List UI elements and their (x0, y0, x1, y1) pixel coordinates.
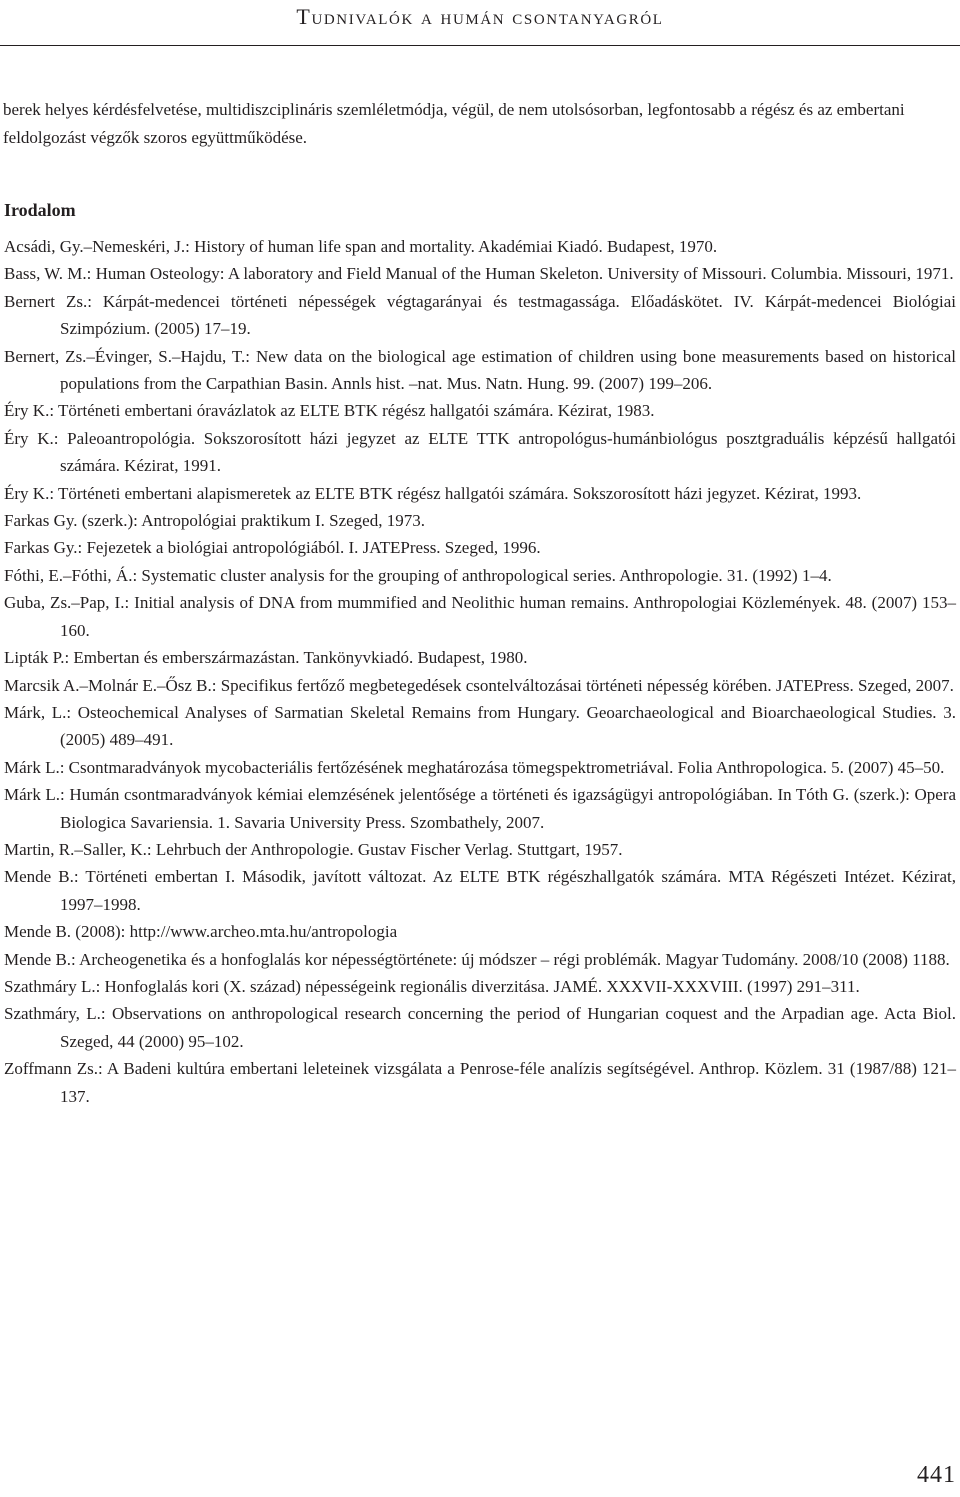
reference-entry: Martin, R.–Saller, K.: Lehrbuch der Anthropologie. Gustav Fischer Verlag. Stuttgart, 1957. (4, 839, 623, 859)
reference-entry: Bass, W. M.: Human Osteology: A laboratory and Field Manual of the Human Skeleton. University of Missouri. Columbia. Missouri, 1971. (4, 264, 954, 284)
header-rule (0, 45, 960, 46)
references-heading: Irodalom (4, 200, 76, 220)
reference-entry: Mende B. (2008): http://www.archeo.mta.hu/antropologia (4, 922, 398, 942)
reference-entry: Márk, L.: Osteochemical Analyses of Sarmatian Skeletal Remains from Hungary. Geoarchaeological and Bioarchaeological Studies. 3. (2005) 489–491. (4, 702, 956, 750)
reference-entry: Éry K.: Paleoantropológia. Sokszorosított házi jegyzet az ELTE TTK antropológus-humánbiológus posztgraduális képzésű hallgatói számára. Kézirat, 1991. (4, 428, 956, 476)
intro-paragraph: berek helyes kérdésfelvetése, multidiszciplináris szemléletmódja, végül, de nem utolsósorban, legfontosabb a régész és az embertani feldolgozást végzők szoros együttműködése. (3, 100, 905, 147)
reference-entry: Szathmáry L.: Honfoglalás kori (X. század) népességeink regionális diverzitása. JAMÉ. XXXVII-XXXVIII. (1997) 291–311. (4, 976, 860, 996)
reference-entry: Acsádi, Gy.–Nemeskéri, J.: History of human life span and mortality. Akadémiai Kiadó. Budapest, 1970. (4, 237, 718, 256)
reference-entry: Guba, Zs.–Pap, I.: Initial analysis of DNA from mummified and Neolithic human remains. Anthropologiai Közlemények. 48. (2007) 153–160. (4, 593, 956, 640)
reference-entry: Márk L.: Csontmaradványok mycobacteriális fertőzésének meghatározása tömegspektrometriával. Folia Anthropologica. 5. (2007) 45–50. (4, 757, 945, 777)
page-number: 441 (917, 1462, 956, 1488)
reference-entry: Bernert, Zs.–Évinger, S.–Hajdu, T.: New data on the biological age estimation of children using bone measurements based on historical populations from the Carpathian Basin. Annls hist. –nat. Mus. Natn. Hung. 99. (2007) 199–206. (4, 346, 956, 394)
reference-entry: Szathmáry, L.: Observations on anthropological research concerning the period of Hungarian coquest and the Arpadian age. Acta Biol. Szeged, 44 (2000) 95–102. (4, 1004, 956, 1051)
reference-entry: Mende B.: Archeogenetika és a honfoglalás kor népességtörténete: új módszer – régi problémák. Magyar Tudomány. 2008/10 (2008) 1188. (4, 949, 950, 969)
reference-list (4, 233, 956, 1110)
reference-entry: Farkas Gy. (szerk.): Antropológiai praktikum I. Szeged, 1973. (4, 511, 425, 531)
reference-entry: Farkas Gy.: Fejezetek a biológiai antropológiából. I. JATEPress. Szeged, 1996. (4, 538, 541, 558)
running-head: Tudnivalók a humán csontanyagról (296, 4, 664, 29)
reference-entry: Zoffmann Zs.: A Badeni kultúra embertani leleteinek vizsgálata a Penrose-féle analízis segítségével. Anthrop. Közlem. 31 (1987/88) 121–137. (4, 1059, 956, 1106)
reference-entry: Fóthi, E.–Fóthi, Á.: Systematic cluster analysis for the grouping of anthropological series. Anthropologie. 31. (1992) 1–4. (4, 565, 832, 585)
reference-entry: Marcsik A.–Molnár E.–Ősz B.: Specifikus fertőző megbetegedések csontelváltozásai történeti népesség körében. JATEPress. Szeged, 2007. (4, 675, 954, 695)
reference-entry: Bernert Zs.: Kárpát-medencei történeti népességek végtagarányai és testmagassága. Előadáskötet. IV. Kárpát-medencei Biológiai Szimpózium. (2005) 17–19. (4, 291, 956, 339)
reference-entry: Márk L.: Humán csontmaradványok kémiai elemzésének jelentősége a történeti és igazságügyi antropológiában. In Tóth G. (szerk.): Opera Biologica Savariensia. 1. Savaria University Press. Szombathely, 2007. (4, 785, 956, 832)
reference-entry: Lipták P.: Embertan és emberszármazástan. Tankönyvkiadó. Budapest, 1980. (4, 648, 528, 668)
reference-entry: Éry K.: Történeti embertani óravázlatok az ELTE BTK régész hallgatói számára. Kézirat, 1983. (4, 401, 655, 421)
reference-entry: Éry K.: Történeti embertani alapismeretek az ELTE BTK régész hallgatói számára. Sokszorosított házi jegyzet. Kézirat, 1993. (4, 483, 862, 503)
reference-entry: Mende B.: Történeti embertan I. Második, javított változat. Az ELTE BTK régészhallgatók számára. MTA Régészeti Intézet. Kézirat, 1997–1998. (4, 867, 956, 914)
